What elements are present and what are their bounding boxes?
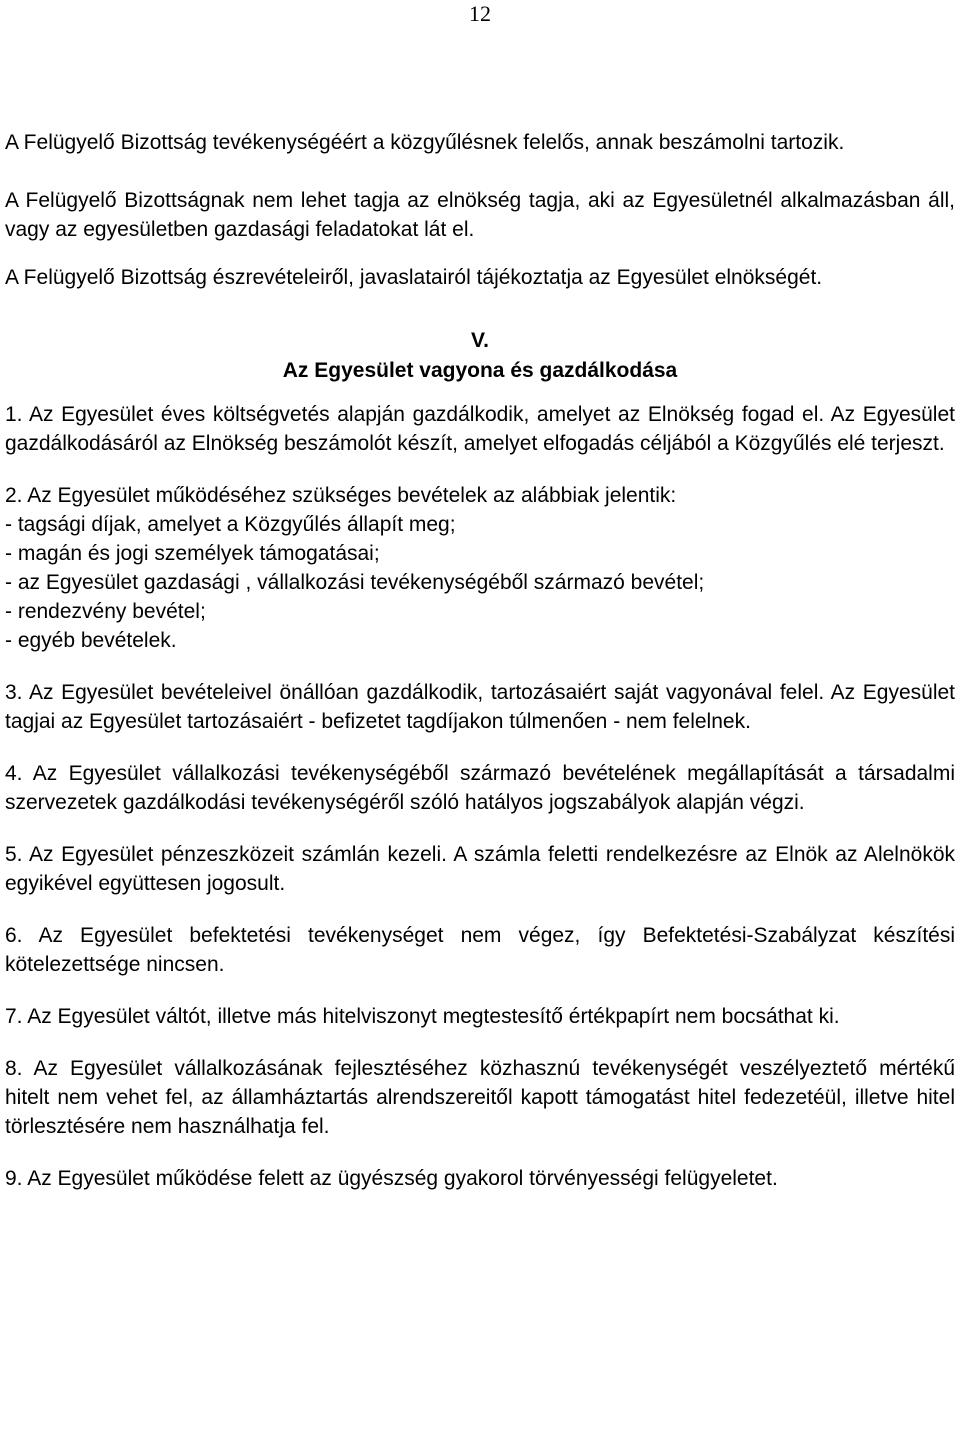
paragraph-supervisory-membership: A Felügyelő Bizottságnak nem lehet tagja az elnökség tagja, aki az Egyesületnél alkalmazásban áll, vagy az egyesületben gazdasági feladatokat lát el. — [5, 189, 955, 241]
list-item: - magán és jogi személyek támogatásai; — [5, 542, 380, 565]
page-number: 12 — [469, 1, 491, 26]
section-8: 8. Az Egyesület vállalkozásának fejlesztéséhez közhasznú tevékenységét veszélyeztető mértékű hitelt nem vehet fel, az államháztartás alrendszereitől kapott támogatást hitel fedezetéül, illetve hitel törlesztésére nem használhatja fel. — [5, 1057, 955, 1138]
list-item: - rendezvény bevétel; — [5, 600, 206, 623]
chapter-title: Az Egyesület vagyona és gazdálkodása — [282, 359, 678, 382]
section-1: 1. Az Egyesület éves költségvetés alapján gazdálkodik, amelyet az Elnökség fogad el. Az Egyesület gazdálkodásáról az Elnökség beszámolót készít, amelyet elfogadás céljából a Közgyűlés elé terjeszt. — [5, 403, 955, 455]
section-2 — [5, 481, 955, 655]
section-7: 7. Az Egyesület váltót, illetve más hitelviszonyt megtestesítő értékpapírt nem bocsáthat ki. — [5, 1005, 840, 1028]
list-item: - az Egyesület gazdasági , vállalkozási tevékenységéből származó bevétel; — [5, 571, 705, 594]
chapter-number: V. — [471, 329, 489, 352]
section-3: 3. Az Egyesület bevételeivel önállóan gazdálkodik, tartozásaiért saját vagyonával felel. Az Egyesület tagjai az Egyesület tartozásaiért - befizetet tagdíjakon túlmenően - nem felelnek. — [5, 681, 955, 733]
list-item: - egyéb bevételek. — [5, 629, 177, 652]
list-item: - tagsági díjak, amelyet a Közgyűlés állapít meg; — [5, 513, 456, 536]
document-body — [5, 128, 955, 1193]
chapter-heading — [5, 326, 955, 387]
section-6: 6. Az Egyesület befektetési tevékenységet nem végez, így Befektetési-Szabályzat készítési kötelezettsége nincsen. — [5, 924, 955, 976]
section-2-intro: 2. Az Egyesület működéséhez szükséges bevételek az alábbiak jelentik: — [5, 484, 677, 507]
paragraph-supervisory-responsibility: A Felügyelő Bizottság tevékenységéért a közgyűlésnek felelős, annak beszámolni tartozik. — [5, 131, 845, 154]
section-4: 4. Az Egyesület vállalkozási tevékenységéből származó bevételének megállapítását a társadalmi szervezetek gazdálkodási tevékenységéről szóló hatályos jogszabályok alapján végzi. — [5, 762, 955, 814]
section-5: 5. Az Egyesület pénzeszközeit számlán kezeli. A számla feletti rendelkezésre az Elnök az Alelnökök egyikével együttesen jogosult. — [5, 843, 955, 895]
paragraph-supervisory-reporting: A Felügyelő Bizottság észrevételeiről, javaslatairól tájékoztatja az Egyesület elnökségét. — [5, 266, 823, 289]
section-9: 9. Az Egyesület működése felett az ügyészség gyakorol törvényességi felügyeletet. — [5, 1167, 778, 1190]
